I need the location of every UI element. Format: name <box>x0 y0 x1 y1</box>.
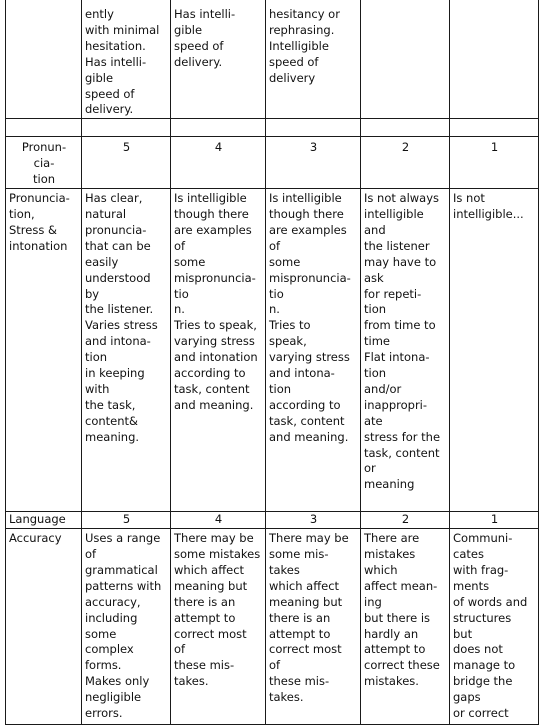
pronunciation-criterion-label: Pronuncia- tion, Stress & intonation <box>6 189 82 512</box>
accuracy-criterion-label: Accuracy <box>6 529 82 725</box>
band-2-heading: 2 <box>361 137 450 189</box>
pronunciation-band-2-descriptor: Is not always intelligible and the listener may have to ask for repeti- tion from time to time Flat intona- tion and/or inappropri- ate stress for the task, content or meaning <box>361 189 450 512</box>
language-section-label: Language <box>6 512 82 529</box>
continuation-band-2-cell <box>361 0 450 119</box>
pronunciation-band-5-descriptor: Has clear, natural pronuncia- that can be easily understood by the listener. Varies stress and intona- tion in keeping with the task, content& meaning. <box>82 189 171 512</box>
continuation-band-4-cell: Has intelli- gible speed of delivery. <box>171 0 266 119</box>
accuracy-band-3-descriptor: There may be some mis- takes which affect meaning but there is an attempt to correct most of these mis- takes. <box>266 529 361 725</box>
spacer-cell <box>361 119 450 137</box>
pronunciation-descriptor-row <box>6 189 539 512</box>
language-header-row <box>6 512 539 529</box>
spacer-cell <box>450 119 539 137</box>
band-5-heading: 5 <box>82 137 171 189</box>
accuracy-band-4-descriptor: There may be some mistakes which affect meaning but there is an attempt to correct most of these mis- takes. <box>171 529 266 725</box>
band-3-heading: 3 <box>266 137 361 189</box>
band-4-heading: 4 <box>171 137 266 189</box>
band-3-heading: 3 <box>266 512 361 529</box>
pronunciation-band-4-descriptor: Is intelligible though there are examples of some mispronuncia- tio n. Tries to speak, varying stress and intonation according to task, content and meaning. <box>171 189 266 512</box>
continuation-row <box>6 0 539 119</box>
band-1-heading: 1 <box>450 512 539 529</box>
accuracy-band-1-descriptor: Communi- cates with frag- ments of words and structures but does not manage to bridge the gaps or correct <box>450 529 539 725</box>
pronunciation-section-label: Pronun- cia- tion <box>6 137 82 189</box>
continuation-criterion-cell <box>6 0 82 119</box>
continuation-band-3-cell: hesitancy or rephrasing. Intelligible speed of delivery <box>266 0 361 119</box>
pronunciation-band-3-descriptor: Is intelligible though there are examples of some mispronuncia- tio n. Tries to speak, varying stress and intona- tion according to task, content and meaning. <box>266 189 361 512</box>
spacer-cell <box>82 119 171 137</box>
continuation-band-1-cell <box>450 0 539 119</box>
accuracy-band-2-descriptor: There are mistakes which affect mean- ing but there is hardly an attempt to correct these mistakes. <box>361 529 450 725</box>
spacer-cell <box>171 119 266 137</box>
language-descriptor-row <box>6 529 539 725</box>
assessment-rubric-table <box>5 0 539 725</box>
spacer-row <box>6 119 539 137</box>
pronunciation-band-1-descriptor: Is not intelligible... <box>450 189 539 512</box>
band-4-heading: 4 <box>171 512 266 529</box>
continuation-band-5-cell: ently with minimal hesitation. Has intelli- gible speed of delivery. <box>82 0 171 119</box>
spacer-cell <box>6 119 82 137</box>
pronunciation-header-row <box>6 137 539 189</box>
band-1-heading: 1 <box>450 137 539 189</box>
band-2-heading: 2 <box>361 512 450 529</box>
accuracy-band-5-descriptor: Uses a range of grammatical patterns with accuracy, including some complex forms. Makes only negligible errors. <box>82 529 171 725</box>
band-5-heading: 5 <box>82 512 171 529</box>
spacer-cell <box>266 119 361 137</box>
